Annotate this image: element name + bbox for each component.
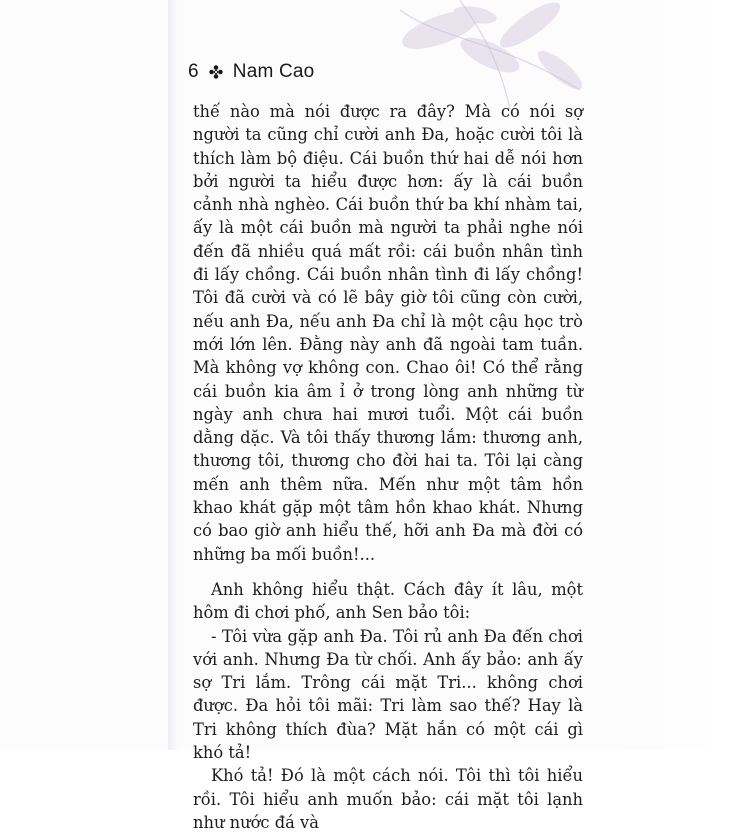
paragraph-1: thế nào mà nói được ra đây? Mà có nói sợ người ta cũng chỉ cười anh Đa, hoặc cười tôi là thích làm bộ điệu. Cái buồn thứ hai dễ nói hơn bởi người ta hiểu được hơn: ấy là cái buồn cảnh nhà nghèo. Cái buồn thứ ba khí nhàm tai, ấy là một cái buồn mà người ta phải nghe nói đến đã nhiều quá mất rồi: cái buồn nhân tình đi lấy chồng. Cái buồn nhân tình đi lấy chồng! Tôi đã cười và có lẽ bây giờ tôi cũng còn cười, nếu anh Đa, nếu anh Đa chỉ là một cậu học trò mới lớn lên. Đằng này anh đã ngoài tam tuần. Mà không vợ không con. Chao ôi! Có thể rằng cái buồn kia âm ỉ ở trong lòng anh những từ ngày anh chưa hai mươi tuổi. Một cái buồn dằng dặc. Và tôi thấy thương lắm: thương anh, thương tôi, thương cho đời hai ta. Tôi lại càng mến anh thêm nữa. Mến như một tâm hồn khao khát gặp một tâm hồn khao khát. Nhưng có bao giờ anh hiểu thế, hỡi anh Đa mà đời có những ba mối buồn!... bbox=[193, 102, 583, 564]
paragraph-2: Anh không hiểu thật. Cách đây ít lâu, một hôm đi chơi phố, anh Sen bảo tôi: bbox=[193, 579, 583, 623]
running-head bbox=[188, 60, 314, 84]
page-edge-fade bbox=[600, 0, 750, 750]
body-text bbox=[193, 100, 583, 834]
author-name: Nam Cao bbox=[232, 61, 315, 82]
flower-icon bbox=[209, 65, 223, 79]
page-number: 6 bbox=[188, 61, 199, 82]
paragraph-4: Khó tả! Đó là một cách nói. Tôi thì tôi hiểu rồi. Tôi hiểu anh muốn bảo: cái mặt tôi lạnh như nước đá và bbox=[193, 766, 583, 832]
spine-shadow bbox=[168, 0, 184, 750]
paragraph-gap bbox=[193, 566, 583, 578]
paragraph-3: - Tôi vừa gặp anh Đa. Tôi rủ anh Đa đến chơi với anh. Nhưng Đa từ chối. Anh ấy bảo: anh ấy sợ Tri lắm. Trông cái mặt Tri... không chơi được. Đa hỏi tôi mãi: Tri làm sao thế? Hay là Tri không thích đùa? Mặt hắn có một cái gì khó tả! bbox=[193, 626, 583, 763]
